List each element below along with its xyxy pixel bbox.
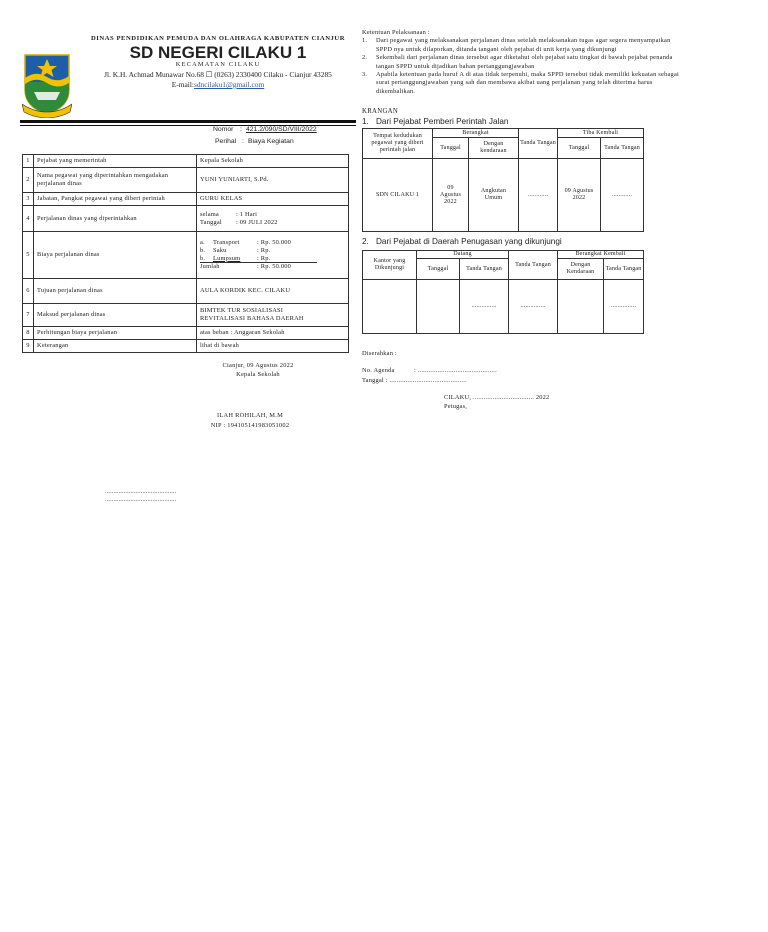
row-value: YUNI YUNIARTI, S.Pd. [197, 168, 349, 193]
issuer-remarks-table [362, 128, 644, 232]
district-name: KECAMATAN CILAKU [175, 61, 261, 68]
provision-number: 1. [362, 37, 368, 45]
header-depart: Berangkat [433, 129, 519, 138]
school-address: Jl. K.H. Achmad Munawar No.68 ☐ (0263) 2330400 Cilaku - Cianjur 43285 [104, 70, 332, 79]
row-label: Nama pegawai yang diperintahkan mengadakan perjalanan dinas [34, 168, 197, 193]
row-number: 6 [23, 279, 34, 304]
row-value [197, 206, 349, 232]
section-title: Dari Pejabat di Daerah Penugasan yang dikunjungi [376, 237, 562, 246]
cost-amount: : Rp. [257, 246, 271, 254]
cost-name: Saku [213, 246, 227, 254]
cell-arrive-date [417, 280, 460, 334]
signature-place-date: Cianjur, 09 Agustus 2022 [222, 362, 294, 369]
row-value: atas beban : Anggaran Sekolah [197, 327, 349, 340]
cell-depart-vehicle [558, 280, 604, 334]
cell-signature: ............... [509, 280, 558, 334]
email-line [80, 80, 356, 89]
cell-arrive-signature: ............... [460, 280, 509, 334]
table-row [363, 280, 644, 334]
cell-place: SDN CILAKU 1 [363, 159, 433, 232]
row-number: 3 [23, 193, 34, 206]
header-depart-vehicle: Dengan Kendaraan [558, 259, 604, 280]
provisions [362, 29, 688, 96]
table-row [23, 327, 349, 340]
cost-amount: : Rp. 50.000 [257, 239, 292, 247]
duration-label: selama [200, 210, 219, 218]
cell-office [363, 280, 417, 334]
signatory-name: ILAH ROHILAH, M.M [216, 412, 284, 419]
cost-name: Lumpsum [213, 254, 241, 262]
header-return: Tiba Kembali [558, 129, 644, 138]
provisions-title: Ketentuan Pelaksanaan : [362, 29, 430, 36]
header-place: Tempat kedudukan pegawai yang diberi perintah jalan [363, 129, 433, 159]
cell-return-date: 09 Agustus 2022 [558, 159, 601, 232]
cost-letter: a. [200, 239, 205, 247]
officer-label: Petugas, [444, 403, 468, 410]
header-signature: Tanda Tangan [509, 251, 558, 280]
table-row [23, 279, 349, 304]
regency-crest-graphic [22, 52, 72, 118]
nomor-colon: : [240, 126, 242, 133]
agenda-line [362, 367, 497, 374]
header-arrive: Datang [417, 251, 509, 259]
header-office: Kantor yang Dikunjungi [363, 251, 417, 280]
row-label: Perhitungan biaya perjalanan [34, 327, 197, 340]
row-number: 4 [23, 206, 34, 232]
row-label: Maksud perjalanan dinas [34, 304, 197, 327]
total-amount: : Rp. 50.000 [257, 263, 292, 271]
cost-letter: b. [200, 246, 206, 254]
table-header-row [363, 251, 644, 259]
cost-line [200, 239, 345, 247]
cost-total-line [200, 263, 345, 271]
cost-line [200, 255, 317, 264]
provision-item [362, 71, 688, 96]
letterhead-rule [20, 120, 356, 123]
header-depart-back: Berangkat Kembali [558, 251, 644, 259]
cost-amount: : Rp. [257, 254, 271, 262]
row-label: Biaya perjalanan dinas [34, 232, 197, 279]
row-label: Tujuan perjalanan dinas [34, 279, 197, 304]
letter-subject [215, 138, 294, 145]
table-row [23, 206, 349, 232]
travel-order-table [22, 154, 349, 353]
row-number: 7 [23, 304, 34, 327]
table-row [363, 159, 644, 232]
row-value [197, 232, 349, 279]
row-label: Pejabat yang memerintah [34, 155, 197, 168]
total-label: Jumlah [200, 263, 220, 271]
header-depart-vehicle: Dengan kendaraan [469, 138, 519, 159]
regency-crest-icon [22, 52, 72, 118]
row-value: AULA KORDIK KEC. CILAKU [197, 279, 349, 304]
provision-text: Sekembali dari perjalanan dinas tersebut agar diketahui oleh pejabat satu tingkat di bawah pejabat penanda tangan SPPD untuk dijadikan bahan pertanggungjawaban [376, 54, 673, 70]
destination-remarks-table [362, 250, 644, 334]
cost-line [200, 247, 345, 255]
duration-value: : 1 Hari [236, 210, 258, 218]
perihal-colon: : [242, 138, 244, 145]
cost-letter: b. [200, 254, 206, 262]
row-label: Perjalanan dinas yang diperintahkan [34, 206, 197, 232]
handover-label: Diserahkan : [362, 350, 397, 357]
date-line [200, 219, 345, 227]
signatory-nip: NIP : 194105141983051002 [210, 422, 290, 429]
cell-depart-date: 09 Agustus 2022 [433, 159, 469, 232]
school-name: SD NEGERI CILAKU 1 [129, 43, 307, 62]
header-return-date: Tanggal [558, 138, 601, 159]
handover-date-value: : ........................................... [385, 377, 467, 384]
agenda-label: No. Agenda [362, 367, 395, 374]
date-label: Tanggal [200, 218, 222, 226]
date-value: : 09 JULI 2022 [236, 218, 278, 226]
row-value: Kepala Sekolah [197, 155, 349, 168]
cell-signature: ............ [519, 159, 558, 232]
nomor-value: 421.2/090/SD/VIII/2022 [246, 126, 317, 133]
cell-depart-vehicle: Angkutan Umum [469, 159, 519, 232]
blank-line: .......................................... [105, 488, 177, 495]
header-depart-date: Tanggal [433, 138, 469, 159]
table-row [23, 193, 349, 206]
table-row [23, 304, 349, 327]
provision-number: 2. [362, 54, 368, 62]
section-number: 1. [362, 117, 369, 126]
section-number: 2. [362, 237, 369, 246]
table-row [23, 168, 349, 193]
blank-line: .......................................... [105, 496, 177, 503]
duration-line [200, 211, 345, 219]
header-signature: Tanda Tangan [519, 129, 558, 159]
header-return-signature: Tanda Tangan [601, 138, 644, 159]
table-row [23, 340, 349, 353]
handover-date-label: Tanggal [362, 377, 384, 384]
provision-text: Apabila ketentuan pada huruf A di atas tidak terpenuhi, maka SPPD tersebut tidak memiliki kekuatan sebagai surat pertanggungjawaban yang sah dan membawa akibat uang perjalanan yang telah diterima harus dikembalikan. [376, 71, 680, 95]
provision-item [362, 54, 688, 71]
letter-number [213, 126, 317, 133]
table-row [23, 232, 349, 279]
email-label: E-mail: [171, 80, 194, 89]
agenda-value: : ............................................ [414, 367, 497, 374]
row-number: 2 [23, 168, 34, 193]
provision-item [362, 37, 688, 54]
row-label: Jabatan, Pangkat pegawai yang diberi perintah [34, 193, 197, 206]
officer-place-date: CILAKU, .................................. 2022 [444, 394, 550, 401]
section-title: Dari Pejabat Pemberi Perintah Jalan [376, 117, 509, 126]
row-value: BIMTEK TUR SOSIALISASI REVITALISASI BAHASA DAERAH [197, 304, 349, 327]
cost-name: Transport [213, 239, 240, 247]
section-heading [362, 117, 508, 126]
row-value: lihat di bawah [197, 340, 349, 353]
cell-depart-signature: ............... [604, 280, 644, 334]
remarks-heading: KRANGAN [362, 108, 399, 115]
nomor-label: Nomor [213, 126, 234, 133]
perihal-label: Perihal [215, 138, 237, 145]
email-link[interactable]: sdncilaku1@gmail.com [193, 80, 265, 89]
table-row [23, 155, 349, 168]
provision-text: Dari pegawai yang melaksanakan perjalanan dinas setelah melaksanakan tugas agar segera menyampaikan SPPD nya untuk dilaporkan, ditanda tangani oleh pejabat di unit kerja yang dikunjungi [376, 37, 671, 53]
row-number: 8 [23, 327, 34, 340]
row-label: Keterangan [34, 340, 197, 353]
signature-title: Kepala Sekolah [236, 371, 280, 378]
table-header-row [363, 129, 644, 138]
row-value: GURU KELAS [197, 193, 349, 206]
perihal-value: Biaya Kegiatan [248, 138, 294, 145]
handover-date-line [362, 377, 467, 384]
row-number: 9 [23, 340, 34, 353]
agency-name: DINAS PENDIDIKAN PEMUDA DAN OLAHRAGA KABUPATEN CIANJUR [90, 35, 346, 42]
section-heading [362, 237, 562, 246]
header-arrive-date: Tanggal [417, 259, 460, 280]
header-depart-signature: Tanda Tangan [604, 259, 644, 280]
row-number: 1 [23, 155, 34, 168]
provision-number: 3. [362, 71, 368, 79]
cell-return-signature: ............ [601, 159, 644, 232]
row-number: 5 [23, 232, 34, 279]
header-arrive-signature: Tanda Tangan [460, 259, 509, 280]
